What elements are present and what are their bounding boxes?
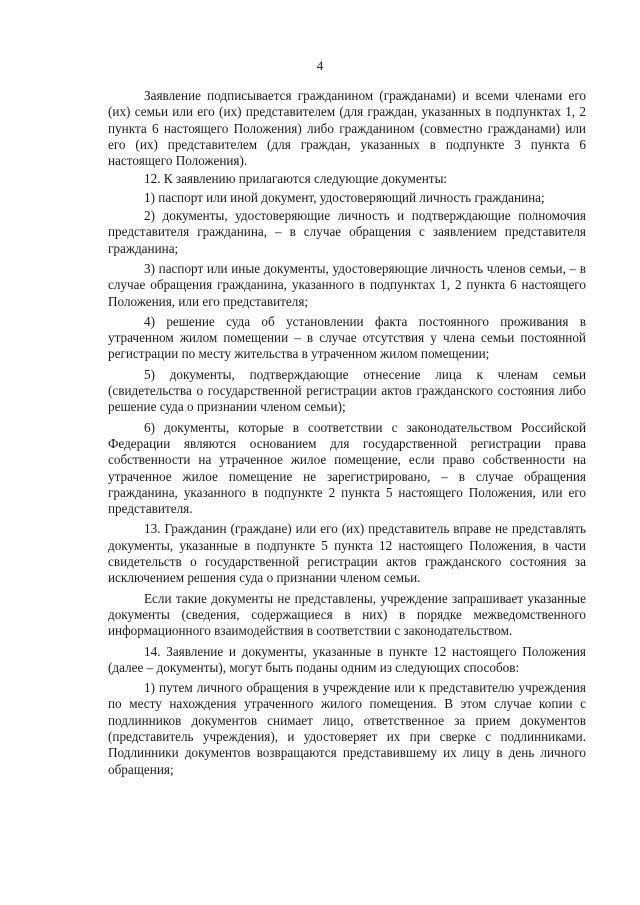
paragraph-signature: Заявление подписывается гражданином (гражданами) и всеми членами его (их) семьи или его (их) представителем (для граждан, указанных в подпунктах 1, 2 пункта 6 настоящего Положения) либо гражданином (совместно гражданами) или его (их) представителем (для граждан, указанных в подпункте 3 пункта 6 настоящего Положения). [108,88,586,169]
paragraph-13: 13. Гражданин (граждане) или его (их) представитель вправе не представлять документы, указанные в подпункте 5 пункта 12 настоящего Положения, в части свидетельств о государственной регистрации актов гражданского состояния за исключением решения суда о признании членом семьи. [108,521,586,586]
page-number: 4 [316,58,324,73]
paragraph-13-continued: Если такие документы не представлены, учреждение запрашивает указанные документы (сведения, содержащиеся в них) в порядке межведомственного информационного взаимодействия в соответствии с законодательством. [108,590,586,639]
document-body [108,88,586,778]
paragraph-12-item-1: 1) паспорт или иной документ, удостоверяющий личность гражданина; [144,189,545,205]
paragraph-12-item-3: 3) паспорт или иные документы, удостоверяющие личность членов семьи, – в случае обращения гражданина, указанного в подпунктах 1, 2 пункта 6 настоящего Положения, или его представителя; [108,260,586,309]
paragraph-12-item-5: 5) документы, подтверждающие отнесение лица к членам семьи (свидетельства о государственной регистрации актов гражданского состояния либо решение суда о признании членом семьи); [108,366,586,415]
paragraph-12-item-6: 6) документы, которые в соответствии с законодательством Российской Федерации являются основанием для государственной регистрации права собственности на утраченное жилое помещение, если право собственности на утраченное жилое помещение не зарегистрировано, – в случае обращения гражданина, указанного в подпункте 2 пункта 5 настоящего Положения, или его представителя. [108,419,586,517]
paragraph-12-item-2: 2) документы, удостоверяющие личность и подтверждающие полномочия представителя гражданина, – в случае обращения с заявлением представителя гражданина; [108,208,586,256]
paragraph-14: 14. Заявление и документы, указанные в пункте 12 настоящего Положения (далее – документы), могут быть поданы одним из следующих способов: [108,643,586,675]
paragraph-14-item-1: 1) путем личного обращения в учреждение или к представителю учреждения по месту нахождения утраченного жилого помещения. В этом случае копии с подлинников документов снимает лицо, ответственное за прием документов (представитель учреждения), и удостоверяет их при сверке с подлинниками. Подлинники документов возвращаются представившему их лицу в день личного обращения; [108,680,586,777]
paragraph-12-heading: 12. К заявлению прилагаются следующие документы: [144,171,448,187]
paragraph-12-item-4: 4) решение суда об установлении факта постоянного проживания в утраченном жилом помещении – в случае отсутствия у члена семьи постоянной регистрации по месту жительства в утраченном жилом помещении; [108,313,586,362]
